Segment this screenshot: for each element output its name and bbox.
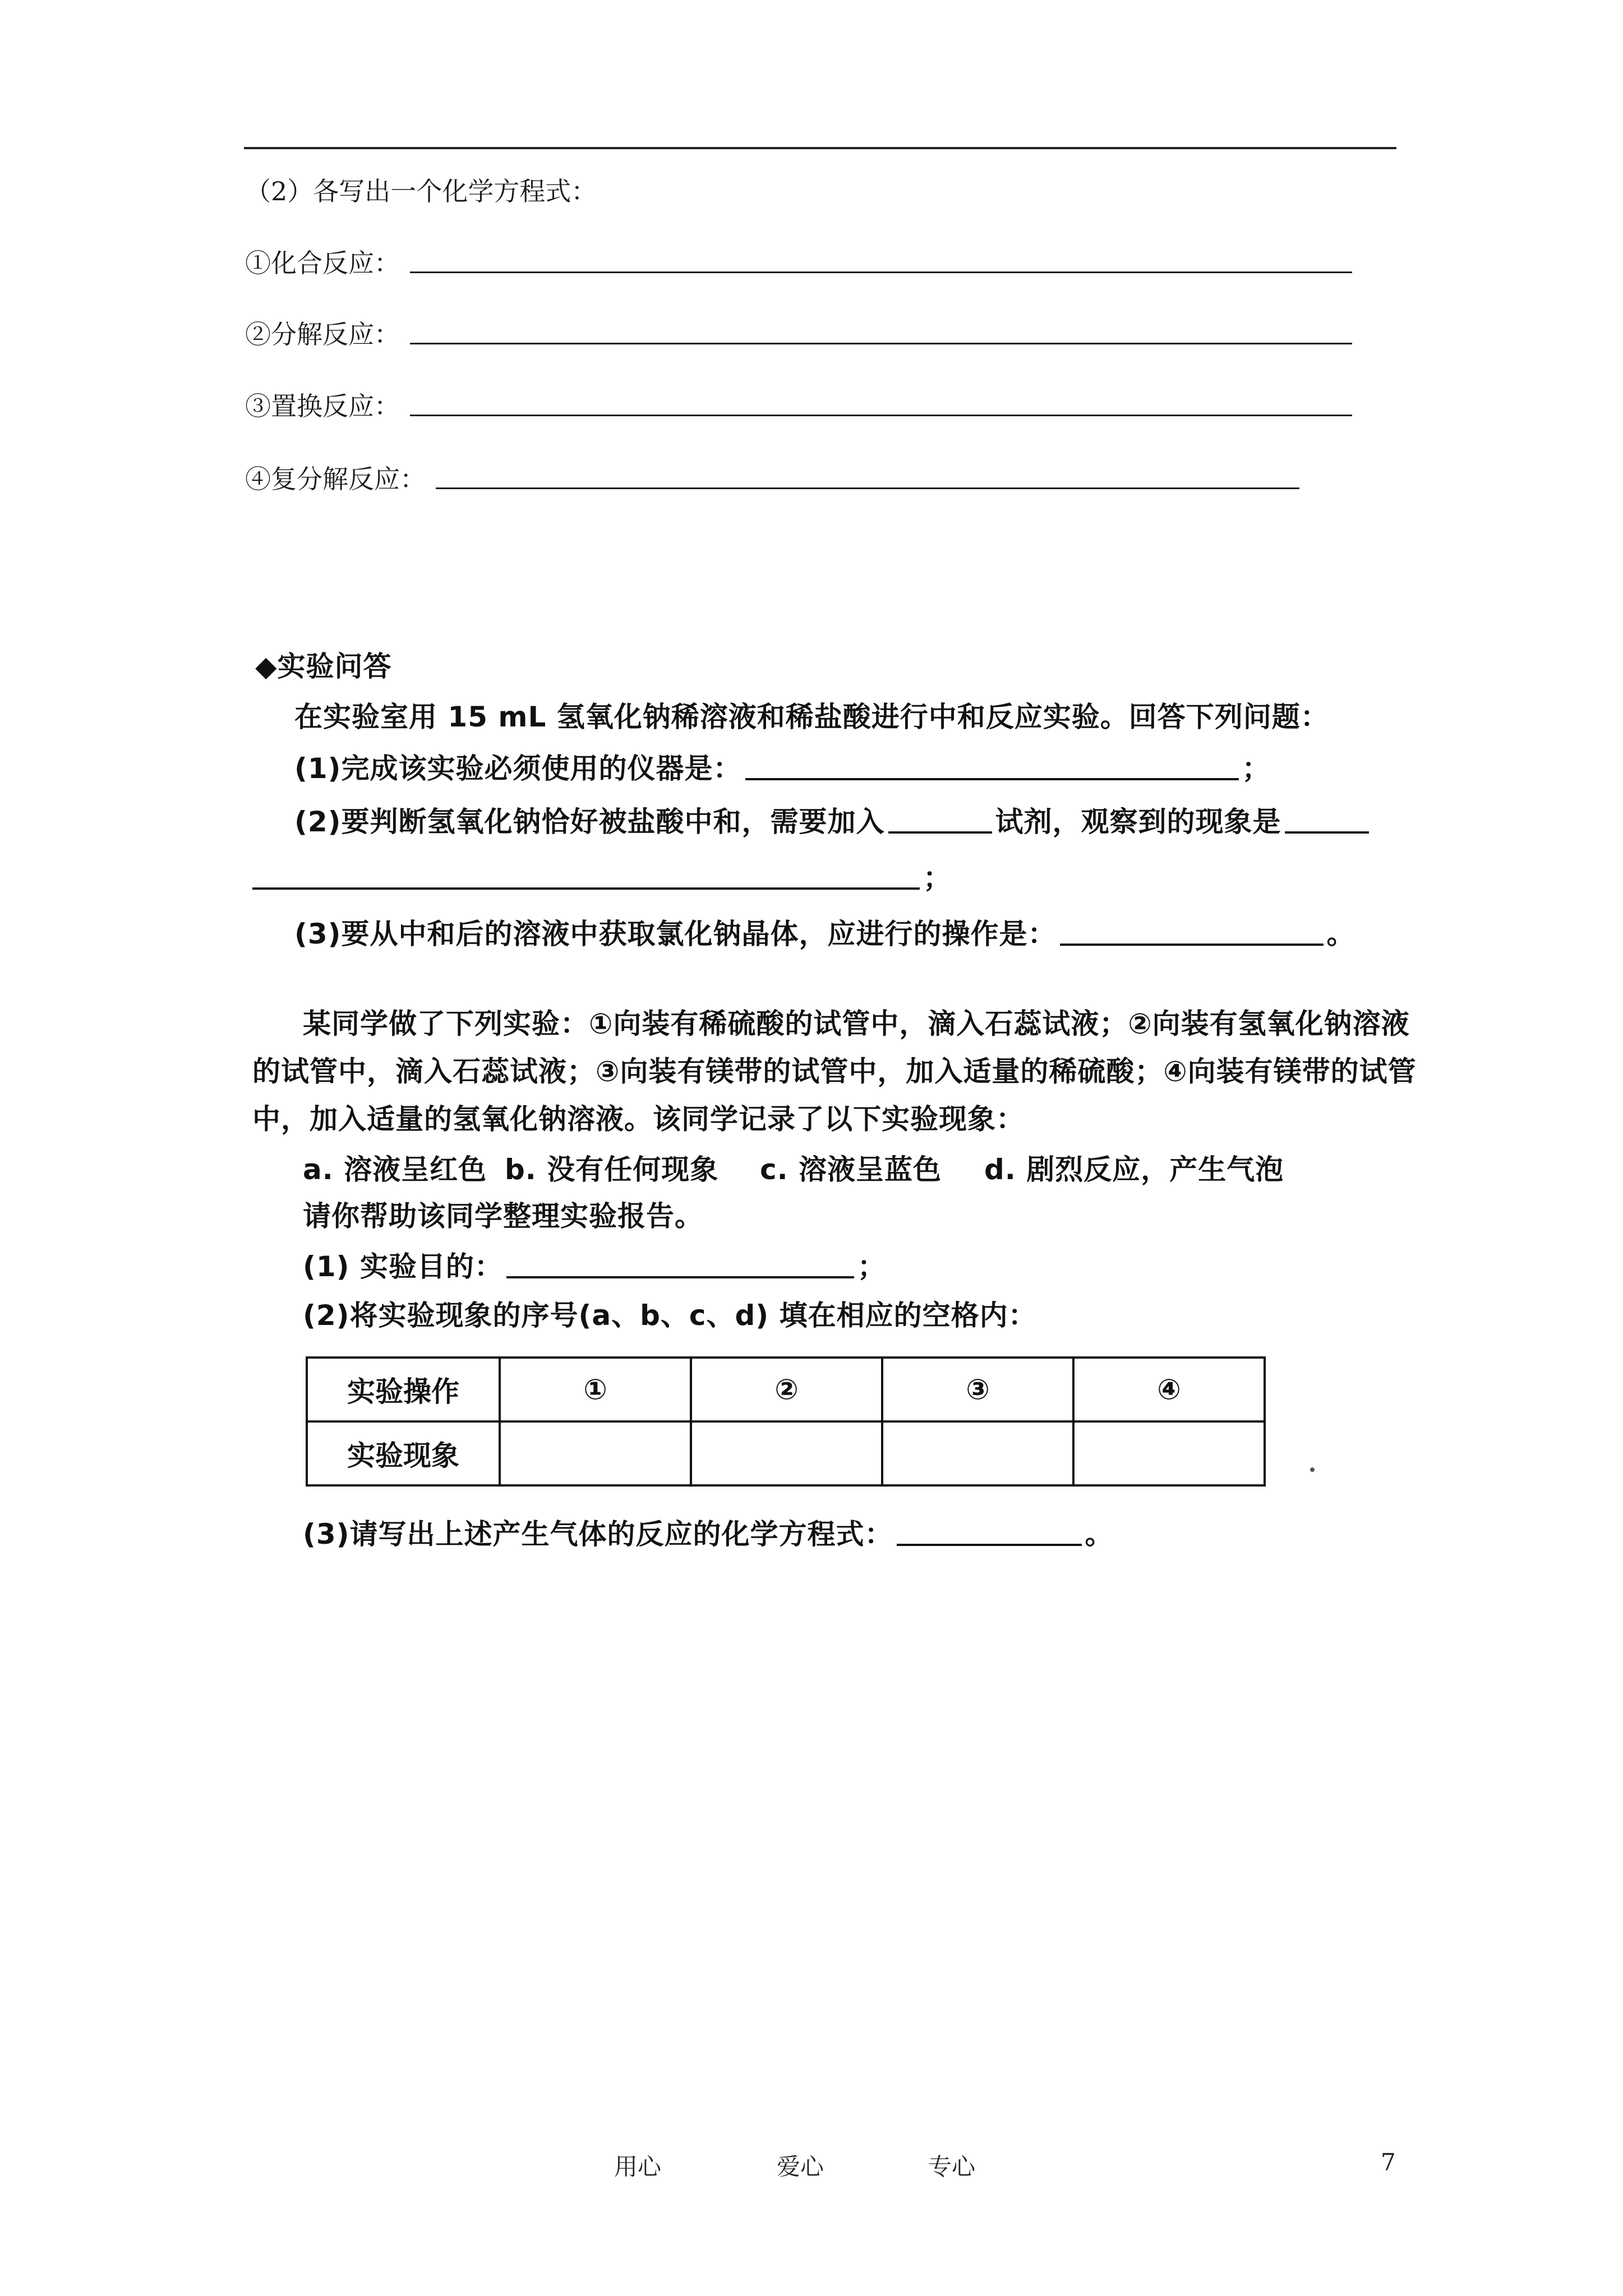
header-rule <box>244 147 1396 149</box>
page-number: 7 <box>1381 2148 1396 2176</box>
answer-blank[interactable] <box>745 753 1239 780</box>
q2-sub2: (2)将实验现象的序号(a、b、c、d) 填在相应的空格内： <box>303 1299 1037 1332</box>
item-displacement <box>245 386 1352 423</box>
q1-sub1-label: (1)完成该实验必须使用的仪器是： <box>294 752 742 785</box>
answer-blank[interactable] <box>410 392 1352 416</box>
footer-word: 用心 <box>614 2153 662 2180</box>
answer-blank[interactable] <box>897 1519 1082 1546</box>
q1-sub3-label: (3)要从中和后的溶液中获取氯化钠晶体，应进行的操作是： <box>294 918 1057 950</box>
table-col-header: ④ <box>1073 1358 1265 1421</box>
q2-para-line1: 某同学做了下列实验：①向装有稀硫酸的试管中，滴入石蕊试液；②向装有氢氧化钠溶液 <box>303 1007 1410 1040</box>
q2-sub3-label: (3)请写出上述产生气体的反应的化学方程式： <box>303 1518 893 1550</box>
item-combination <box>245 243 1352 280</box>
table-row-header: 实验操作 <box>307 1358 500 1421</box>
table-row-operations <box>307 1358 1265 1421</box>
table-col-header: ① <box>500 1358 691 1421</box>
answer-blank[interactable] <box>410 320 1352 344</box>
q2-sub3 <box>303 1512 1114 1552</box>
q2-sub1-suffix: ； <box>857 1250 886 1283</box>
answer-blank[interactable] <box>436 465 1299 489</box>
table-answer-cell[interactable] <box>1073 1421 1265 1485</box>
q1-sub3 <box>294 912 1355 952</box>
option-a: a. 溶液呈红色 <box>303 1153 487 1186</box>
footer-word: 专心 <box>928 2153 976 2180</box>
item-label: ③置换反应： <box>245 391 400 421</box>
table-answer-cell[interactable] <box>691 1421 882 1485</box>
q1-sub2-mid: 试剂，观察到的现象是 <box>995 806 1281 838</box>
item-decomposition <box>245 314 1352 351</box>
item-double-decomposition <box>245 459 1299 496</box>
q1-sub3-suffix: 。 <box>1326 918 1355 950</box>
item-label: ①化合反应： <box>245 248 400 278</box>
footer-word: 爱心 <box>777 2153 824 2180</box>
q2-para-line2: 的试管中，滴入石蕊试液；③向装有镁带的试管中，加入适量的稀硫酸；④向装有镁带的试管 <box>252 1055 1417 1088</box>
answer-blank[interactable] <box>506 1251 854 1278</box>
scan-speck <box>1310 1467 1315 1472</box>
table-row-header: 实验现象 <box>307 1421 500 1485</box>
table-answer-cell[interactable] <box>500 1421 691 1485</box>
q1-sub2-end: ； <box>923 862 952 894</box>
q2-sub3-suffix: 。 <box>1085 1518 1114 1550</box>
answer-blank[interactable] <box>252 863 920 890</box>
item-label: ④复分解反应： <box>245 464 426 494</box>
q1-intro: 在实验室用 15 mL 氢氧化钠稀溶液和稀盐酸进行中和反应实验。回答下列问题： <box>294 701 1329 733</box>
answer-blank[interactable] <box>1285 807 1369 834</box>
item-label: ②分解反应： <box>245 319 400 349</box>
option-b: b. 没有任何现象 <box>505 1153 719 1186</box>
option-c: c. 溶液呈蓝色 <box>760 1153 942 1186</box>
q2-ask: 请你帮助该同学整理实验报告。 <box>303 1200 703 1232</box>
q2-sub1 <box>303 1244 886 1285</box>
q1-sub2-label: (2)要判断氢氧化钠恰好被盐酸中和，需要加入 <box>294 806 885 838</box>
q1-sub1-suffix: ； <box>1242 752 1271 785</box>
table-row-phenomena <box>307 1421 1265 1485</box>
table-answer-cell[interactable] <box>882 1421 1073 1485</box>
q1-sub2-continued <box>252 855 952 896</box>
q2-para-line3: 中，加入适量的氢氧化钠溶液。该同学记录了以下实验现象： <box>252 1103 1025 1135</box>
q2-sub1-label: (1) 实验目的： <box>303 1250 503 1283</box>
answer-blank[interactable] <box>410 249 1352 273</box>
section-title: ◆实验问答 <box>255 650 392 683</box>
answer-blank[interactable] <box>888 807 992 834</box>
q1-sub1 <box>294 746 1271 786</box>
table-col-header: ② <box>691 1358 882 1421</box>
table-col-header: ③ <box>882 1358 1073 1421</box>
experiment-table <box>306 1356 1266 1487</box>
q1-sub2 <box>294 799 1372 840</box>
part1-heading: （2）各写出一个化学方程式： <box>245 176 597 206</box>
answer-blank[interactable] <box>1060 919 1324 946</box>
option-d: d. 剧烈反应，产生气泡 <box>984 1153 1284 1186</box>
